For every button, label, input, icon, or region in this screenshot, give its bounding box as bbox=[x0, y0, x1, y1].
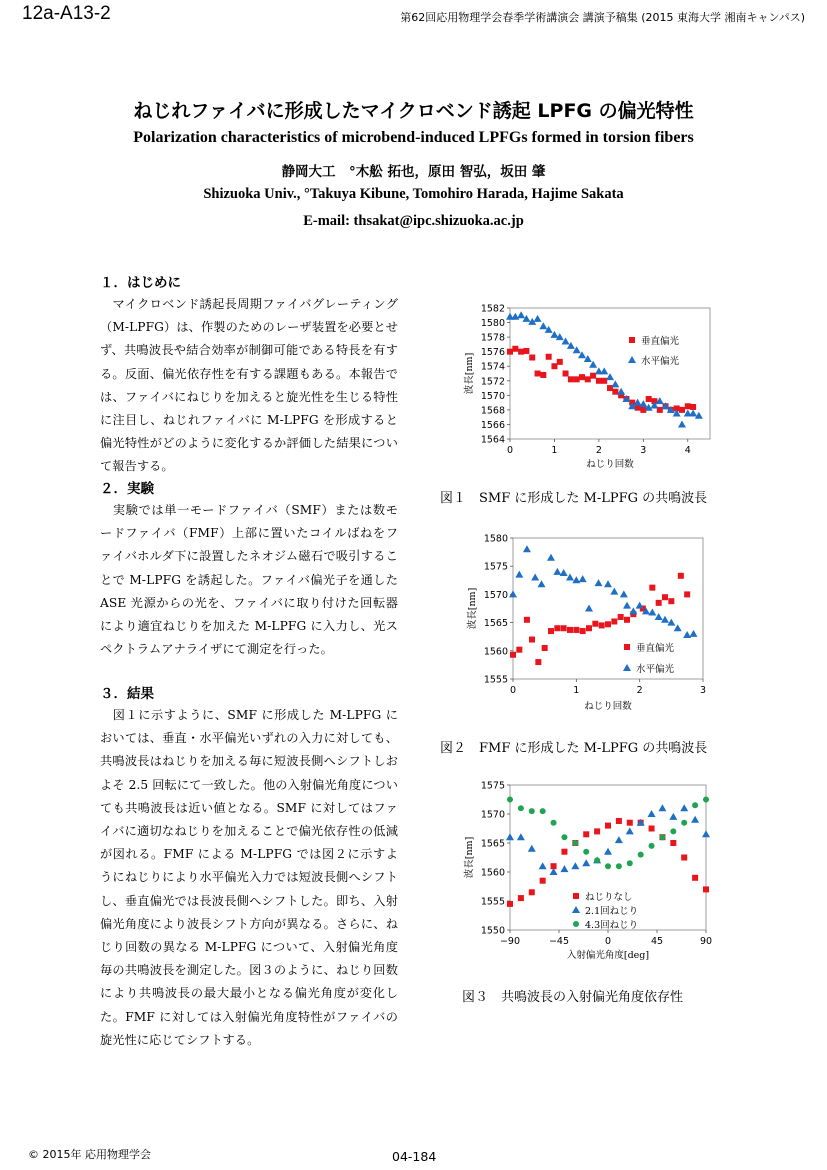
data-point bbox=[692, 875, 698, 881]
section-text-intro: マイクロベンド誘起長周期ファイバグレーティング（M-LPFG）は、作製のためのレーザ装置を必要とせず、共鳴波長や結合効率が制御可能である特長を有する。反面、偏光依存性を有する課題もある。本報告では、ファイバにねじりを加えると旋光性を生じる特性に注目し、ねじれファイバに M-LPFG を形成すると偏光特性がどのように変化するか評価した結果について報告する。 bbox=[100, 297, 398, 474]
data-point bbox=[607, 385, 613, 391]
y-tick-label: 1565 bbox=[483, 618, 508, 630]
data-point bbox=[507, 901, 513, 907]
y-tick-label: 1572 bbox=[480, 376, 505, 388]
x-tick-label: 1 bbox=[573, 685, 580, 696]
data-point bbox=[518, 895, 524, 901]
title-japanese: ねじれファイバに形成したマイクロベンド誘起 LPFG の偏光特性 bbox=[133, 100, 694, 122]
data-point bbox=[685, 403, 691, 409]
x-axis-label: ねじり回数 bbox=[586, 459, 634, 470]
data-point bbox=[554, 625, 560, 631]
data-point bbox=[540, 808, 546, 814]
data-point bbox=[535, 371, 541, 377]
y-tick-label: 1550 bbox=[480, 925, 505, 937]
data-point bbox=[557, 359, 563, 365]
data-point bbox=[616, 818, 622, 824]
x-axis-label: 入射偏光角度[deg] bbox=[566, 950, 650, 961]
data-point bbox=[638, 852, 644, 858]
y-tick-label: 1574 bbox=[480, 361, 505, 373]
data-point bbox=[583, 849, 589, 855]
legend-label: 4.3回ねじり bbox=[585, 920, 639, 931]
data-point bbox=[540, 878, 546, 884]
x-tick-label: 3 bbox=[640, 445, 647, 456]
section-text-results: 図１に示すように、SMF に形成した M-LPFG においては、垂直・水平偏光いずれの入力に対しても、共鳴波長はねじりを加える毎に短波長側へシフトしおよそ 2.5 回転にて一致した。他の入射偏光角度についても共鳴波長は近い値となる。SMF に対してはファイバに適切なねじりを加えることで偏光依存性の低減が図れる。FMF による M-LPFG では図２に示すようにねじりにより水平偏光入力では短波長側へシフトし、垂直偏光では長波長側へシフトした。即ち、入射偏光角度により波長シフト方向が異なる。さらに、ねじり回数の異なる M-LPFG について、入射偏光角度毎の共鳴波長を測定した。図３のように、ねじり回数により共鳴波長の最大最小となる偏光角度が変化した。FMF に対しては入射偏光角度特性がファイバの旋光性に応じてシフトする。 bbox=[100, 708, 398, 1047]
data-point bbox=[590, 373, 596, 379]
data-point bbox=[618, 614, 624, 620]
author-email: E-mail: thsakat@ipc.shizuoka.ac.jp bbox=[303, 213, 524, 229]
data-point bbox=[561, 849, 567, 855]
data-point bbox=[662, 594, 668, 600]
y-tick-label: 1578 bbox=[480, 332, 505, 344]
y-tick-label: 1570 bbox=[480, 390, 505, 402]
section-heading-experiment: ２．実験 bbox=[100, 481, 154, 497]
data-point bbox=[548, 628, 554, 634]
legend-label: 水平偏光 bbox=[636, 664, 675, 675]
data-point bbox=[540, 372, 546, 378]
data-point bbox=[612, 389, 618, 395]
data-point bbox=[583, 831, 589, 837]
figure-2-chart bbox=[440, 530, 720, 720]
data-point bbox=[599, 622, 605, 628]
data-point bbox=[580, 628, 586, 634]
data-point bbox=[529, 889, 535, 895]
y-tick-label: 1582 bbox=[480, 303, 505, 315]
y-tick-label: 1570 bbox=[483, 589, 508, 601]
x-axis-label: ねじり回数 bbox=[584, 701, 632, 712]
y-tick-label: 1555 bbox=[480, 896, 505, 908]
abstract-id: 12a-A13-2 bbox=[22, 3, 111, 24]
legend-label: 垂直偏光 bbox=[636, 643, 675, 654]
figure-1-chart bbox=[440, 300, 720, 475]
x-tick-label: 45 bbox=[650, 936, 664, 947]
title-english: Polarization characteristics of microbend-induced LPFGs formed in torsion fibers bbox=[133, 129, 694, 146]
data-point bbox=[690, 404, 696, 410]
data-point bbox=[594, 857, 600, 863]
x-tick-label: 2 bbox=[636, 685, 643, 696]
y-axis-label: 波長[nm] bbox=[467, 587, 478, 630]
data-point bbox=[586, 625, 592, 631]
x-tick-label: 0 bbox=[506, 445, 514, 456]
data-point bbox=[524, 617, 530, 623]
copyright-notice: © 2015年 応用物理学会 bbox=[28, 1148, 151, 1161]
legend-marker bbox=[624, 644, 630, 650]
data-point bbox=[627, 820, 633, 826]
legend-label: 垂直偏光 bbox=[641, 336, 680, 347]
y-tick-label: 1560 bbox=[483, 646, 508, 658]
data-point bbox=[510, 652, 516, 658]
data-point bbox=[518, 805, 524, 811]
data-point bbox=[601, 378, 607, 384]
data-point bbox=[574, 376, 580, 382]
data-point bbox=[703, 797, 709, 803]
x-tick-label: −90 bbox=[499, 936, 521, 947]
legend-marker bbox=[629, 337, 635, 343]
data-point bbox=[594, 828, 600, 834]
figure-2-caption: 図２ FMF に形成した M-LPFG の共鳴波長 bbox=[440, 741, 708, 756]
y-tick-label: 1570 bbox=[480, 809, 505, 821]
data-point bbox=[579, 374, 585, 380]
y-tick-label: 1555 bbox=[483, 674, 508, 686]
conference-name: 第62回応用物理学会春季学術講演会 講演予稿集 (2015 東海大学 湘南キャンパス) bbox=[400, 11, 805, 24]
x-tick-label: −45 bbox=[548, 936, 570, 947]
data-point bbox=[551, 363, 557, 369]
plot-area bbox=[513, 538, 703, 679]
x-tick-label: 90 bbox=[699, 936, 713, 947]
figure-1-caption: 図１ SMF に形成した M-LPFG の共鳴波長 bbox=[440, 491, 708, 506]
data-point bbox=[668, 598, 674, 604]
x-tick-label: 0 bbox=[604, 936, 612, 947]
data-point bbox=[681, 820, 687, 826]
data-point bbox=[518, 349, 524, 355]
x-tick-label: 3 bbox=[699, 685, 707, 696]
data-point bbox=[611, 618, 617, 624]
figure-3-chart bbox=[440, 775, 720, 970]
x-tick-label: 0 bbox=[509, 685, 517, 696]
data-point bbox=[561, 834, 567, 840]
data-point bbox=[573, 627, 579, 633]
data-point bbox=[703, 886, 709, 892]
y-tick-label: 1568 bbox=[480, 405, 505, 417]
data-point bbox=[529, 354, 535, 360]
section-heading-intro: １．はじめに bbox=[100, 275, 181, 291]
figure-3-caption: 図３ 共鳴波長の入射偏光角度依存性 bbox=[462, 990, 684, 1005]
y-tick-label: 1576 bbox=[480, 347, 505, 359]
page-number: 04-184 bbox=[392, 1149, 437, 1164]
y-tick-label: 1560 bbox=[480, 867, 505, 879]
data-point bbox=[616, 863, 622, 869]
data-point bbox=[678, 573, 684, 579]
data-point bbox=[605, 823, 611, 829]
data-point bbox=[684, 591, 690, 597]
data-point bbox=[529, 808, 535, 814]
x-tick-label: 4 bbox=[684, 445, 691, 456]
data-point bbox=[656, 600, 662, 606]
section-heading-results: ３．結果 bbox=[100, 686, 154, 702]
legend-label: ねじりなし bbox=[585, 892, 633, 903]
legend-label: 2.1回ねじり bbox=[585, 906, 639, 917]
data-point bbox=[649, 843, 655, 849]
data-point bbox=[572, 840, 578, 846]
data-point bbox=[670, 840, 676, 846]
data-point bbox=[567, 627, 573, 633]
data-point bbox=[679, 407, 685, 413]
y-tick-label: 1575 bbox=[483, 561, 508, 573]
x-tick-label: 1 bbox=[551, 445, 558, 456]
data-point bbox=[649, 585, 655, 591]
authors-english: Shizuoka Univ., °Takuya Kibune, Tomohiro Harada, Hajime Sakata bbox=[203, 186, 624, 202]
data-point bbox=[529, 637, 535, 643]
data-point bbox=[535, 659, 541, 665]
data-point bbox=[646, 396, 652, 402]
y-tick-label: 1566 bbox=[480, 419, 505, 431]
legend-marker bbox=[573, 921, 579, 927]
data-point bbox=[516, 647, 522, 653]
data-point bbox=[542, 645, 548, 651]
authors-japanese: 静岡大工 °木舩 拓也，原田 智弘，坂田 肇 bbox=[281, 164, 546, 180]
legend-label: 水平偏光 bbox=[641, 356, 680, 367]
data-point bbox=[507, 349, 513, 355]
data-point bbox=[605, 621, 611, 627]
data-point bbox=[507, 797, 513, 803]
data-point bbox=[592, 621, 598, 627]
data-point bbox=[627, 860, 633, 866]
section-text-experiment: 実験では単一モードファイバ（SMF）または数モードファイバ（FMF）上部に置いたコイルばねをファイバホルダ下に設置したネオジム磁石で吸引することで M-LPFG を誘起した。ファイバ偏光子を通した ASE 光源からの光を、ファイバに取り付けた回転器により適宜ねじりを加えた M-LPFG に入力し、光スペクトラムアナライザにて測定を行った。 bbox=[100, 503, 398, 657]
data-point bbox=[563, 371, 569, 377]
data-point bbox=[561, 625, 567, 631]
data-point bbox=[649, 826, 655, 832]
y-tick-label: 1575 bbox=[480, 780, 505, 792]
x-tick-label: 2 bbox=[595, 445, 602, 456]
data-point bbox=[551, 820, 557, 826]
data-point bbox=[512, 346, 518, 352]
data-point bbox=[523, 348, 529, 354]
y-axis-label: 波長[nm] bbox=[464, 836, 475, 879]
y-tick-label: 1580 bbox=[480, 318, 505, 330]
data-point bbox=[568, 376, 574, 382]
data-point bbox=[585, 376, 591, 382]
data-point bbox=[681, 855, 687, 861]
data-point bbox=[605, 863, 611, 869]
y-axis-label: 波長[nm] bbox=[464, 352, 475, 395]
y-tick-label: 1564 bbox=[480, 434, 505, 446]
data-point bbox=[670, 828, 676, 834]
data-point bbox=[659, 834, 665, 840]
y-tick-label: 1580 bbox=[483, 533, 508, 545]
data-point bbox=[624, 617, 630, 623]
legend-marker bbox=[573, 893, 579, 899]
data-point bbox=[546, 354, 552, 360]
y-tick-label: 1565 bbox=[480, 838, 505, 850]
data-point bbox=[596, 378, 602, 384]
data-point bbox=[692, 802, 698, 808]
